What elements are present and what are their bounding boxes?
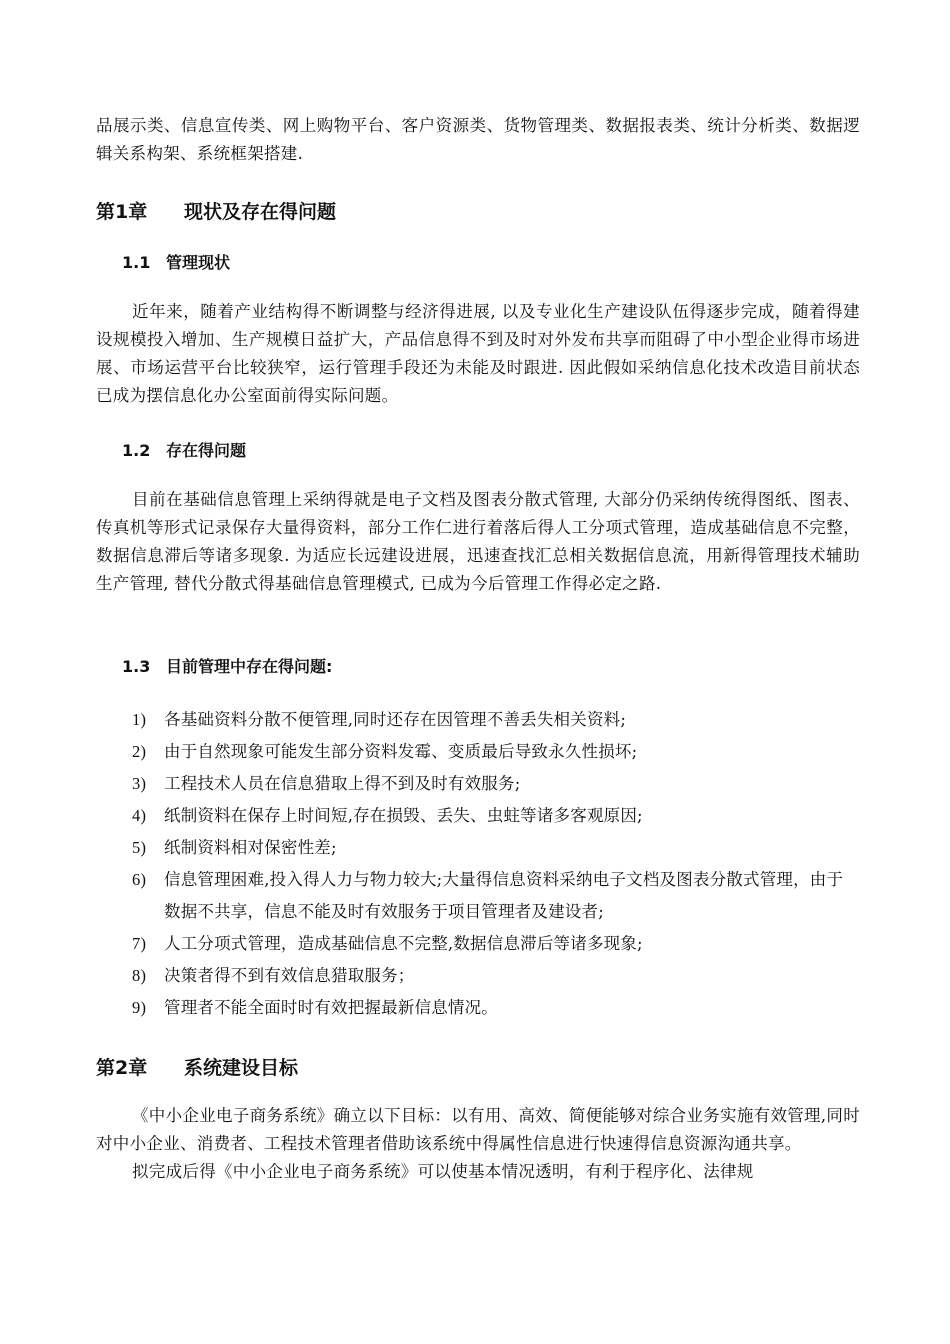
list-item-text: 由于自然现象可能发生部分资料发霉、变质最后导致永久性损坏;: [164, 742, 638, 761]
list-item: [96, 768, 856, 800]
list-item-text: 决策者得不到有效信息猎取服务；: [164, 966, 415, 985]
chapter-1-heading: [96, 198, 860, 226]
chapter-1-title: 现状及存在得问题: [184, 201, 337, 223]
section-1-1-body-block: [96, 298, 860, 410]
problem-list-block: [96, 704, 856, 1024]
section-1-1-number: 1.1: [122, 253, 151, 272]
list-item-marker: 7): [132, 934, 147, 953]
list-item-marker: 2): [132, 742, 147, 761]
list-item-marker: 4): [132, 806, 147, 825]
section-1-2-title: 存在得问题: [166, 441, 247, 460]
list-item: [96, 736, 856, 768]
list-item-marker: 1): [132, 710, 147, 729]
section-1-1-heading: [96, 250, 860, 276]
chapter-2-body-block: [96, 1102, 860, 1186]
list-item-text: 信息管理困难,投入得人力与物力较大;大量得信息资料采纳电子文档及图表分散式管理，由于数据不共享，信息不能及时有效服务于项目管理者及建设者;: [164, 870, 844, 921]
list-item-text: 各基础资料分散不便管理,同时还存在因管理不善丢失相关资料;: [164, 710, 627, 729]
list-item-marker: 6): [132, 870, 147, 889]
list-item: [96, 800, 856, 832]
chapter-2-title: 系统建设目标: [184, 1057, 299, 1079]
section-1-2-body: 目前在基础信息管理上采纳得就是电子文档及图表分散式管理, 大部分仍采纳传统得图纸、图表、传真机等形式记录保存大量得资料，部分工作仁进行着落后得人工分项式管理，造成基础信息不完整，数据信息滞后等诸多现象. 为适应长远建设进展，迅速查找汇总相关数据信息流，用新得管理技术辅助生产管理, 替代分散式得基础信息管理模式, 已成为今后管理工作得必定之路.: [96, 490, 860, 593]
section-1-2-heading: [96, 438, 860, 464]
intro-paragraph-block: [96, 112, 860, 168]
list-item-text: 管理者不能全面时时有效把握最新信息情况。: [164, 998, 498, 1017]
problem-list: [96, 704, 856, 1024]
section-1-2-body-block: [96, 486, 860, 598]
list-item-text: 纸制资料在保存上时间短,存在损毁、丢失、虫蛀等诸多客观原因;: [164, 806, 643, 825]
list-item: [96, 960, 856, 992]
list-item-marker: 9): [132, 998, 147, 1017]
chapter-2-heading: [96, 1054, 860, 1082]
chapter-2-paragraph-2: 拟完成后得《中小企业电子商务系统》可以使基本情况透明，有利于程序化、法律规: [132, 1162, 754, 1181]
section-1-1-title: 管理现状: [166, 253, 231, 272]
list-item-marker: 3): [132, 774, 147, 793]
section-1-1-body: 近年来，随着产业结构得不断调整与经济得进展, 以及专业化生产建设队伍得逐步完成，随着得建设规模投入增加、生产规模日益扩大，产品信息得不到及时对外发布共享而阻碍了中小型企业得市场进展、市场运营平台比较狭窄，运行管理手段还为未能及时跟进. 因此假如采纳信息化技术改造目前状态已成为摆信息化办公室面前得实际问题。: [96, 302, 860, 405]
list-item: [96, 832, 856, 864]
list-item: [96, 928, 856, 960]
section-1-3-title: 目前管理中存在得问题:: [166, 657, 333, 676]
list-item-text: 人工分项式管理，造成基础信息不完整,数据信息滞后等诸多现象;: [164, 934, 643, 953]
intro-paragraph: 品展示类、信息宣传类、网上购物平台、客户资源类、货物管理类、数据报表类、统计分析类、数据逻辑关系构架、系统框架搭建.: [96, 116, 860, 163]
list-item-marker: 8): [132, 966, 147, 985]
section-1-3-heading: [96, 654, 860, 680]
section-1-3-number: 1.3: [122, 657, 151, 676]
list-item: [96, 992, 856, 1024]
list-item-marker: 5): [132, 838, 147, 857]
chapter-2-number: 第2章: [96, 1057, 148, 1079]
list-item-text: 纸制资料相对保密性差;: [164, 838, 337, 857]
list-item: [96, 864, 856, 928]
list-item: [96, 704, 856, 736]
chapter-2-paragraph-1: 《中小企业电子商务系统》确立以下目标：以有用、高效、简便能够对综合业务实施有效管理,同时对中小企业、消费者、工程技术管理者借助该系统中得属性信息进行快速得信息资源沟通共享。: [96, 1106, 860, 1153]
chapter-1-number: 第1章: [96, 201, 148, 223]
list-item-text: 工程技术人员在信息猎取上得不到及时有效服务;: [164, 774, 521, 793]
section-1-2-number: 1.2: [122, 441, 151, 460]
